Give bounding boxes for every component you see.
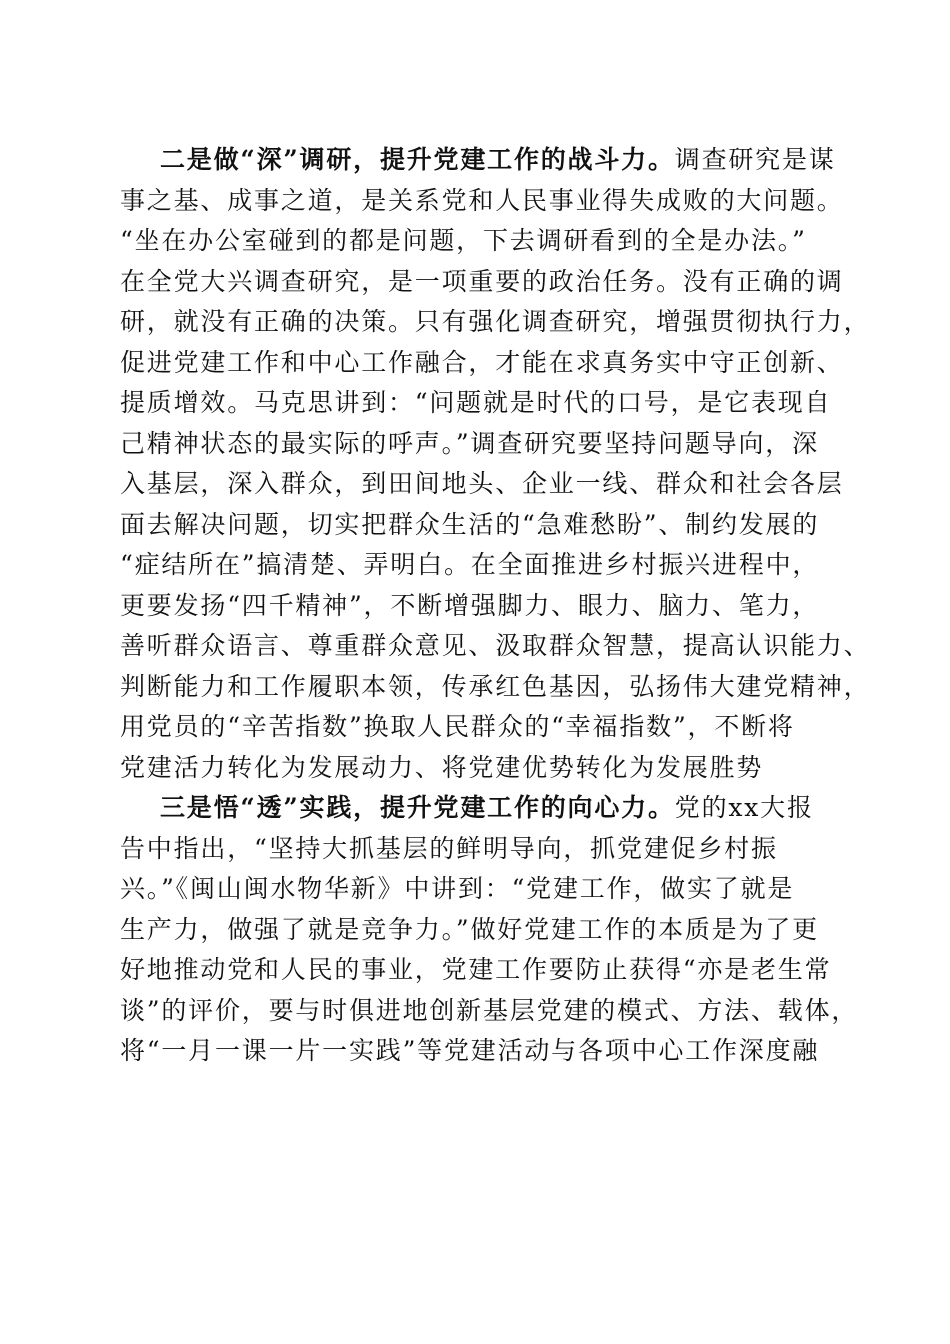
document-body <box>120 140 871 1072</box>
text-line: 生产力，做强了就是竞争力。”做好党建工作的本质是为了更 <box>120 914 819 944</box>
text-line: 谈”的评价，要与时俱进地创新基层党建的模式、方法、载体， <box>120 995 859 1025</box>
text-line: “症结所在”搞清楚、弄明白。在全面推进乡村振兴进程中， <box>120 550 820 579</box>
paragraph-1-line-1 <box>120 140 850 181</box>
paragraph-2-line-1 <box>120 788 850 829</box>
text-line: 己精神状态的最实际的呼声。”调查研究要坚持问题导向，深 <box>120 428 819 458</box>
text-line: 将“一月一课一片一实践”等党建活动与各项中心工作深度融 <box>120 1036 820 1065</box>
paragraph-2 <box>120 788 859 1072</box>
text-line: “坐在办公室碰到的都是问题，下去调研看到的全是办法。” <box>120 226 807 255</box>
paragraph-1-line-1-rest: 调查研究是谋 <box>674 145 836 174</box>
text-line: 提质增效。马克思讲到：“问题就是时代的口号，是它表现自 <box>120 388 832 417</box>
text-line: 兴。”《闽山闽水物华新》中讲到：“党建工作，做实了就是 <box>120 874 795 903</box>
text-line: 党建活力转化为发展动力、将党建优势转化为发展胜势 <box>120 752 764 782</box>
text-line: 好地推动党和人民的事业，党建工作要防止获得“亦是老生常 <box>120 955 832 984</box>
text-line: 更要发扬“四千精神”，不断增强脚力、眼力、脑力、笔力， <box>120 590 820 620</box>
paragraph-2-lead: 三是悟“透”实践，提升党建工作的向心力。 <box>160 793 675 822</box>
text-line: 用党员的“辛苦指数”换取人民群众的“幸福指数”，不断将 <box>120 712 795 741</box>
text-line: 研，就没有正确的决策。只有强化调查研究，增强贯彻执行力， <box>120 307 871 336</box>
paragraph-2-line-1-rest: 党的xx大报 <box>674 793 814 822</box>
paragraph-1-lead: 二是做“深”调研，提升党建工作的战斗力。 <box>160 145 675 174</box>
text-line: 事之基、成事之道，是关系党和人民事业得失成败的大问题。 <box>120 185 844 215</box>
text-line: 善听群众语言、尊重群众意见、汲取群众智慧，提高认识能力、 <box>120 631 871 660</box>
text-line: 促进党建工作和中心工作融合，才能在求真务实中守正创新、 <box>120 347 844 377</box>
paragraph-1 <box>120 140 871 788</box>
text-line: 面去解决问题，切实把群众生活的“急难愁盼”、制约发展的 <box>120 509 820 539</box>
text-line: 判断能力和工作履职本领，传承红色基因，弘扬伟大建党精神， <box>120 671 871 701</box>
text-line: 告中指出，“坚持大抓基层的鲜明导向，抓党建促乡村振 <box>120 833 778 863</box>
text-line: 在全党大兴调查研究，是一项重要的政治任务。没有正确的调 <box>120 266 844 296</box>
text-line: 入基层，深入群众，到田间地头、企业一线、群众和社会各层 <box>120 469 844 498</box>
